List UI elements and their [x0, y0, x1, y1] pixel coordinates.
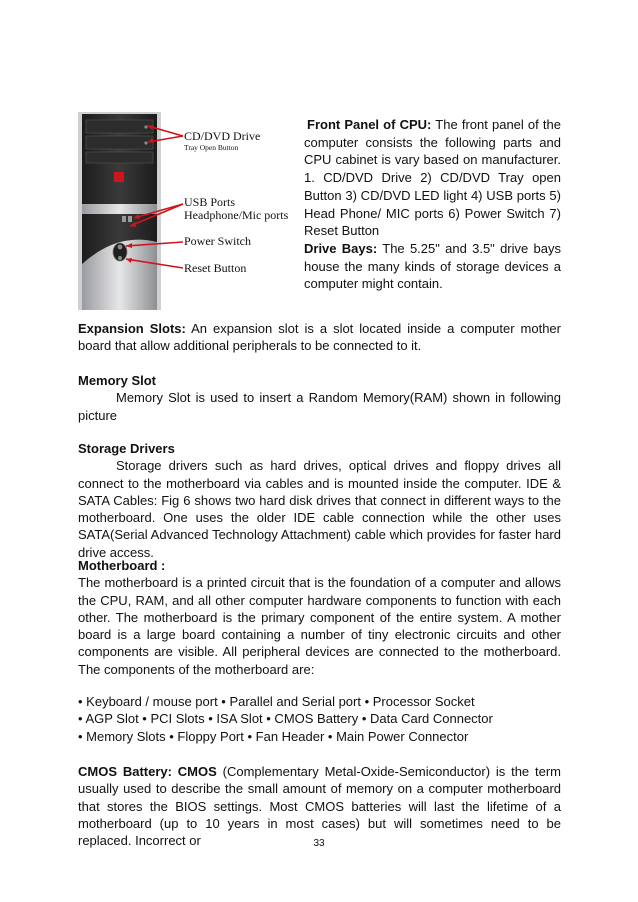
- cd-dvd-drive-label: CD/DVD Drive: [184, 129, 261, 143]
- motherboard-components-list: [78, 693, 561, 745]
- headphone-mic-ports-label: Headphone/Mic ports: [184, 208, 289, 222]
- drive-bays-paragraph: [304, 240, 561, 293]
- motherboard-text: The motherboard is a printed circuit that is the foundation of a computer and allows the CPU, RAM, and all other computer hardware components to function with each other. The motherboard is the primary component of the entire system. A mother board is a large board containing a number of tiny electronic circuits and other components are visible. All peripheral devices are connected to the motherboard. The components of the motherboard are:: [78, 575, 561, 677]
- reset-button-label: Reset Button: [184, 261, 247, 275]
- front-panel-heading: Front Panel of CPU:: [307, 117, 432, 132]
- memory-slot-text: Memory Slot is used to insert a Random Memory(RAM) shown in following picture: [78, 390, 561, 423]
- list-item: • Memory Slots • Floppy Port • Fan Header • Main Power Connector: [78, 728, 469, 744]
- storage-drivers-section: [78, 440, 561, 561]
- storage-drivers-text: Storage drivers such as hard drives, optical drives and floppy drives all connect to the motherboard via cables and is mounted inside the computer. IDE & SATA Cables: Fig 6 shows two hard disk drives that connect in different ways to the motherboard. One uses the older IDE cable connection while the other uses SATA(Serial Advanced Technology Attachment) cable which provides for faster hard drive access.: [78, 458, 561, 560]
- list-item: • AGP Slot • PCI Slots • ISA Slot • CMOS Battery • Data Card Connector: [78, 711, 493, 727]
- drive-bays-text: The 5.25" and 3.5" drive bays house the many kinds of storage devices a computer might contain.: [304, 240, 561, 292]
- cmos-battery-section: [78, 763, 561, 849]
- motherboard-heading: Motherboard :: [78, 558, 166, 573]
- cmos-battery-heading: CMOS Battery: CMOS: [78, 764, 217, 779]
- cmos-battery-text: (Complementary Metal-Oxide-Semiconductor) is the term usually used to describe the small amount of memory on a computer motherboard that stores the BIOS settings. Most CMOS batteries will last the lifetime of a motherboard (up to 10 years in most cases) but will sometimes need to be replaced. Incorrect or: [78, 764, 561, 849]
- front-panel-paragraph: [304, 116, 561, 240]
- front-panel-text: The front panel of the computer consists the following parts and CPU cabinet is vary based on manufacturer. 1. CD/DVD Drive 2) CD/DVD Tray open Button 3) CD/DVD LED light 4) USB ports 5) Head Phone/ MIC ports 6) Power Switch 7) Reset Button: [304, 117, 561, 239]
- expansion-slots-text: An expansion slot is a slot located inside a computer mother board that allow additional peripherals to be connected to it.: [78, 321, 561, 354]
- cpu-front-panel-figure: [78, 112, 300, 310]
- power-switch-label: Power Switch: [184, 234, 251, 248]
- memory-slot-section: [78, 372, 561, 424]
- usb-ports-label: USB Ports: [184, 195, 236, 209]
- expansion-slots-section: [78, 320, 561, 355]
- list-item: • Keyboard / mouse port • Parallel and Serial port • Processor Socket: [78, 694, 475, 709]
- tray-open-button-label: Tray Open Button: [184, 143, 239, 152]
- drive-bays-heading: Drive Bays:: [304, 240, 378, 256]
- expansion-slots-heading: Expansion Slots:: [78, 321, 186, 336]
- storage-drivers-heading: Storage Drivers: [78, 441, 175, 456]
- motherboard-section: [78, 557, 561, 678]
- memory-slot-heading: Memory Slot: [78, 373, 157, 388]
- right-column-text: [304, 116, 561, 293]
- page-number: 33: [313, 838, 325, 849]
